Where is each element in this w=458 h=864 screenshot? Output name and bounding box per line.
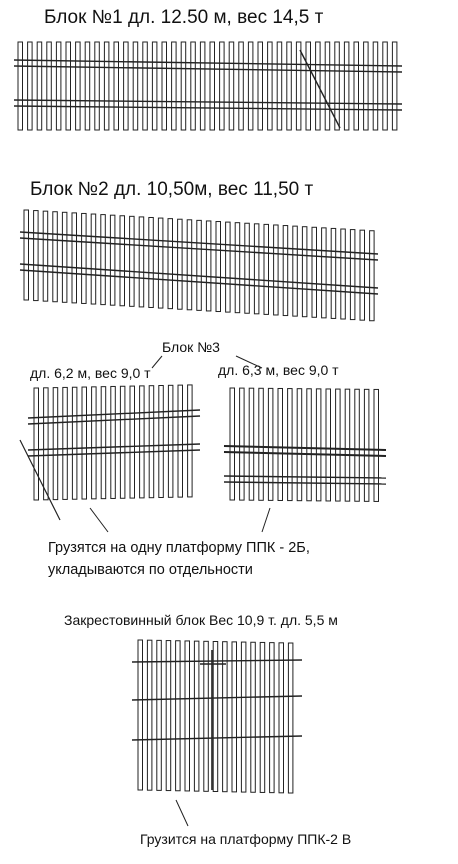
block1-tie: [162, 42, 167, 130]
block2-title: Блок №2 дл. 10,50м, вес 11,50 т: [30, 179, 314, 200]
block3-right-tie: [336, 389, 341, 501]
block3-right-tie: [316, 389, 321, 501]
block3-right-tie: [288, 389, 293, 501]
block1-tie: [66, 42, 71, 130]
block2-tie: [302, 227, 307, 317]
block1-tie: [325, 42, 330, 130]
block3-left-tie: [130, 386, 135, 498]
block3-left-tie: [149, 386, 154, 498]
block3-left-tie: [53, 388, 58, 500]
block2-tie: [149, 217, 154, 307]
block1-tie: [220, 42, 225, 130]
cross-block-tie: [270, 643, 275, 793]
cross-block-tie: [288, 643, 293, 793]
block3-left-mark: [20, 440, 60, 520]
block2-panel: [20, 210, 378, 321]
block2-tie: [110, 215, 115, 305]
block1-tie: [28, 42, 32, 130]
block3-right-tie: [278, 388, 283, 500]
block3-right-tie: [374, 389, 379, 501]
block3-right-tie: [268, 388, 273, 500]
note2-leader: [176, 800, 188, 826]
block1-tie: [47, 42, 52, 130]
block2-top-inner-rail: [20, 238, 378, 260]
block1-tie: [200, 42, 205, 130]
block1-tie: [114, 42, 119, 130]
block2-tie: [120, 216, 125, 306]
block1-bottom-inner-rail: [14, 100, 402, 104]
block1-panel: [14, 42, 402, 130]
block1-tie: [268, 42, 273, 130]
cross-block-top-rail: [132, 660, 302, 662]
block3-right-tie: [240, 388, 245, 500]
block3-left-tie: [168, 385, 173, 497]
block2-tie: [168, 219, 173, 309]
block3-right-tie: [326, 389, 331, 501]
block2-tie: [341, 229, 346, 319]
block1-tie: [191, 42, 196, 130]
block1-tie: [181, 42, 186, 130]
block1-tie: [143, 42, 148, 130]
cross-block-tie: [157, 640, 162, 790]
block2-tie: [312, 227, 317, 317]
cross-block-title: Закрестовинный блок Вес 10,9 т. дл. 5,5 м: [64, 612, 338, 628]
block3-left-bottom-rail: [28, 450, 200, 456]
block1-top-inner-rail: [14, 66, 402, 72]
block2-tie: [158, 218, 163, 308]
cross-block-lower-rail: [132, 736, 302, 740]
block3-left-panel: [20, 385, 200, 520]
cross-block-tie: [241, 642, 246, 792]
block3-left-tie: [159, 386, 164, 498]
block2-tie: [24, 210, 29, 300]
cross-block-tie: [176, 641, 181, 791]
block1-tie: [296, 42, 301, 130]
block3-left-tie: [140, 386, 145, 498]
block3-left-label: дл. 6,2 м, вес 9,0 т: [30, 365, 151, 381]
cross-block-tie: [279, 643, 284, 793]
block3-left-tie: [34, 388, 39, 500]
block1-tie: [392, 42, 397, 130]
cross-block-middle-rail: [132, 696, 302, 700]
block3-right-tie: [364, 389, 369, 501]
block2-bottom-rail: [20, 270, 378, 294]
cross-block-note: Грузится на платформу ППК-2 В: [140, 831, 352, 847]
block2-tie: [197, 220, 202, 310]
block1-tie: [152, 42, 157, 130]
block2-tie: [53, 212, 58, 302]
block2-tie: [283, 226, 288, 316]
block2-tie: [245, 223, 250, 313]
block2-tie: [331, 228, 336, 318]
block1-tie: [306, 42, 311, 130]
note1-leader-right: [262, 508, 270, 532]
block2-tie: [322, 228, 327, 318]
block3-note-line1: Грузятся на одну платформу ППК - 2Б,: [48, 540, 310, 556]
block2-tie: [91, 214, 96, 304]
cross-block-tie: [232, 642, 237, 792]
block3-left-tie: [63, 387, 68, 499]
block3-right-bottom-rail: [224, 482, 386, 484]
block2-tie: [178, 219, 183, 309]
block1-tie: [210, 42, 215, 130]
block2-top-rail: [20, 232, 378, 254]
block2-tie: [350, 230, 355, 320]
block2-tie: [226, 222, 231, 312]
block3-left-tie: [188, 385, 193, 497]
block3-right-tie: [230, 388, 235, 500]
block1-tie: [124, 42, 129, 130]
block3-left-bottom-inner-rail: [28, 444, 200, 450]
block3-leader-left: [152, 356, 162, 368]
block1-tie: [95, 42, 100, 130]
block3-title: Блок №3: [162, 339, 220, 355]
cross-block-tie: [194, 641, 199, 791]
block1-tie: [258, 42, 263, 130]
block1-tie: [287, 42, 292, 130]
block1-bottom-rail: [14, 106, 402, 110]
block2-tie: [72, 213, 77, 303]
block3-right-bottom-inner-rail: [224, 476, 386, 478]
note1-leader-left: [90, 508, 108, 532]
cross-block-tie: [251, 642, 256, 792]
block2-tie: [235, 223, 240, 313]
block3-left-tie: [72, 387, 77, 499]
block2-tie: [206, 221, 211, 311]
block3-note-line2: укладываются по отдельности: [48, 562, 253, 578]
block1-tie: [104, 42, 109, 130]
cross-block-tie: [166, 641, 171, 791]
block3-left-tie: [92, 387, 97, 499]
block1-tie: [85, 42, 90, 130]
block3-left-tie: [82, 387, 87, 499]
block1-tie: [364, 42, 369, 130]
block1-tie: [76, 42, 81, 130]
block3-right-tie: [259, 388, 264, 500]
block3-right-tie: [345, 389, 350, 501]
block1-title: Блок №1 дл. 12.50 м, вес 14,5 т: [44, 7, 324, 28]
block1-tie: [335, 42, 340, 130]
block3-right-tie: [297, 389, 302, 501]
block3-left-tie: [178, 385, 183, 497]
cross-block-tie: [147, 640, 152, 790]
block1-tie: [239, 42, 244, 130]
block2-tie: [43, 211, 48, 301]
block2-tie: [62, 212, 67, 302]
block2-tie: [264, 224, 269, 314]
block1-tie: [277, 42, 282, 130]
block1-tie: [383, 42, 388, 130]
block1-tie: [354, 42, 359, 130]
block3-right-top-inner-rail: [224, 452, 386, 456]
block2-tie: [101, 215, 106, 305]
block3-right-panel: [224, 388, 386, 501]
block3-right-tie: [307, 389, 312, 501]
cross-block-panel: [132, 640, 302, 793]
block2-tie: [370, 231, 375, 321]
block3-left-tie: [111, 386, 116, 498]
block2-tie: [82, 213, 87, 303]
block1-tie: [172, 42, 177, 130]
block3-right-tie: [249, 388, 254, 500]
block2-tie: [254, 224, 259, 314]
block2-bottom-inner-rail: [20, 264, 378, 288]
block1-tie: [344, 42, 349, 130]
block3-left-tie: [101, 387, 106, 499]
block3-leader-right: [236, 356, 262, 368]
cross-block-tie: [260, 642, 265, 792]
block2-tie: [360, 230, 365, 320]
block1-tie: [56, 42, 61, 130]
block2-tie: [216, 222, 221, 312]
block2-tie: [34, 211, 39, 301]
block2-tie: [274, 225, 279, 315]
block2-tie: [293, 226, 298, 316]
block1-tie: [248, 42, 253, 130]
block2-tie: [187, 220, 192, 310]
block2-tie: [139, 217, 144, 307]
block1-tie: [229, 42, 234, 130]
block1-top-rail: [14, 60, 402, 66]
block1-tie: [133, 42, 138, 130]
block1-tie: [18, 42, 23, 130]
block3-left-tie: [120, 386, 125, 498]
block1-tie: [37, 42, 42, 130]
block1-tie: [373, 42, 378, 130]
block3-right-top-rail: [224, 446, 386, 450]
block2-tie: [130, 216, 135, 306]
cross-block-tie: [185, 641, 190, 791]
block3-left-tie: [44, 388, 49, 500]
block3-right-label: дл. 6,3 м, вес 9,0 т: [218, 362, 339, 378]
block3-right-tie: [355, 389, 360, 501]
